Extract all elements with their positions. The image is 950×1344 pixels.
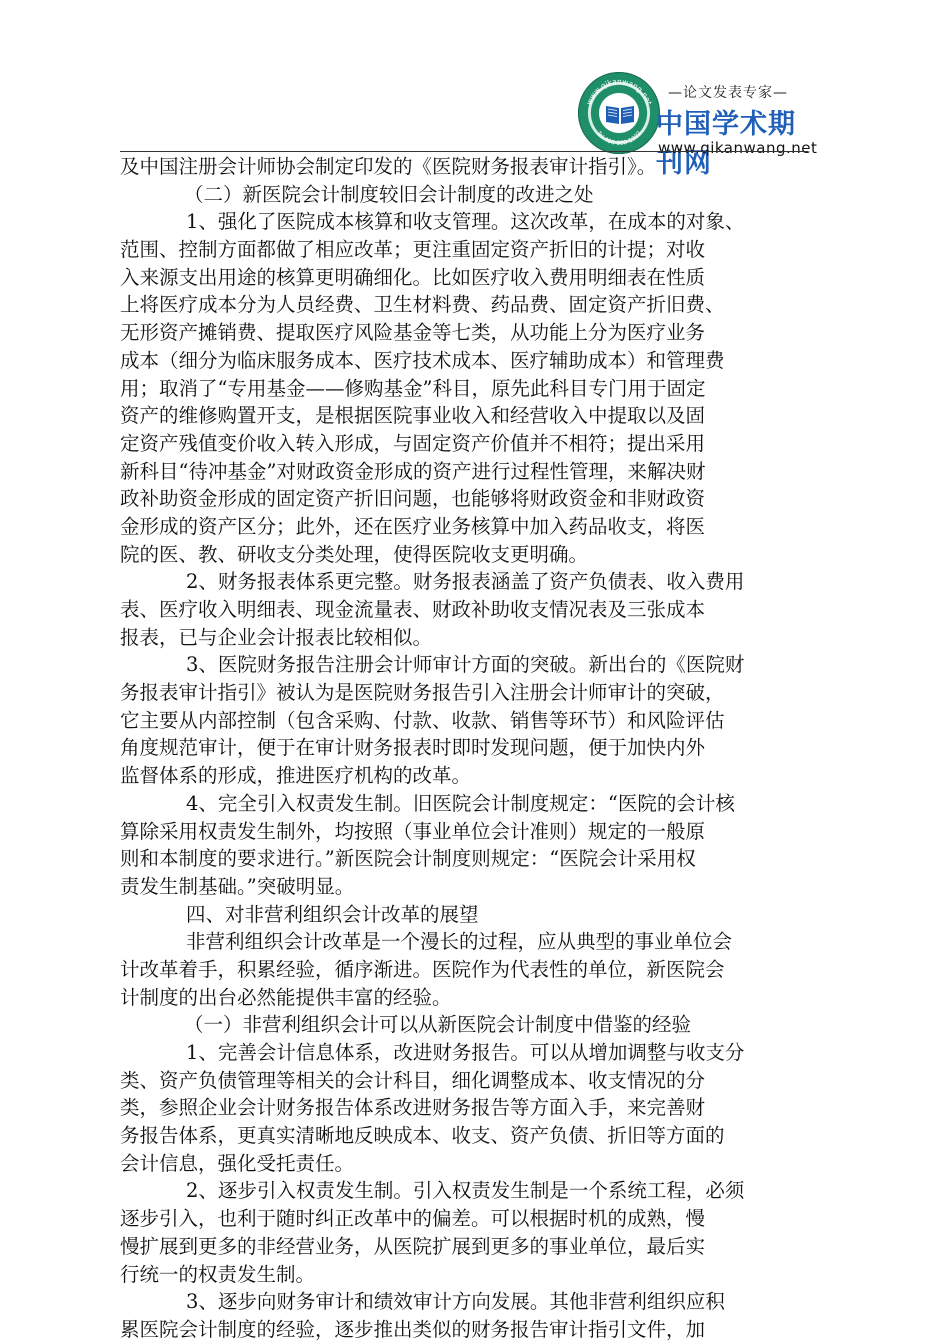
text-line: 1、完善会计信息体系，改进财务报告。可以从增加调整与收支分	[186, 1041, 745, 1064]
text-line: 4、完全引入权责发生制。旧医院会计制度规定：“医院的会计核	[186, 791, 735, 815]
text-line: 上将医疗成本分为人员经费、卫生材料费、药品费、固定资产折旧费、	[120, 293, 725, 317]
text-line: 逐步引入，也利于随时纠正改革中的偏差。可以根据时机的成熟，慢	[120, 1207, 706, 1231]
text-line: 3、医院财务报告注册会计师审计方面的突破。新出台的《医院财	[186, 653, 745, 677]
text-line: 则和本制度的要求进行。”新医院会计制度则规定：“医院会计采用权	[120, 847, 696, 871]
logo-brand-name: 中国学术期刊网	[656, 109, 796, 179]
text-line: 无形资产摊销费、提取医疗风险基金等七类，从功能上分为医疗业务	[120, 321, 706, 345]
text-line: 计制度的出台必然能提供丰富的经验。	[120, 985, 452, 1009]
text-line: 算除采用权责发生制外，均按照（事业单位会计准则）规定的一般原	[120, 819, 706, 843]
text-line: 资产的维修购置开支，是根据医院事业收入和经营收入中提取以及固	[120, 404, 706, 428]
logo-url[interactable]: www.qikanwang.net	[658, 139, 818, 157]
text-line: 责发生制基础。”突破明显。	[120, 874, 355, 898]
article-body	[120, 153, 810, 1344]
text-line: 院的医、教、研收支分类处理，使得医院收支更明确。	[120, 542, 589, 566]
text-line: 务报告体系，更真实清晰地反映成本、收支、资产负债、折旧等方面的	[120, 1124, 725, 1148]
text-line: 2、财务报表体系更完整。财务报表涵盖了资产负债表、收入费用	[186, 570, 745, 594]
seal-url-text: www.qikanwang.net	[584, 76, 654, 107]
text-line: 报表，已与企业会计报表比较相似。	[120, 625, 433, 649]
text-line: 2、逐步引入权责发生制。引入权责发生制是一个系统工程，必须	[186, 1179, 745, 1203]
text-line: 慢扩展到更多的非经营业务，从医院扩展到更多的事业单位，最后实	[120, 1234, 706, 1258]
text-line: 定资产残值变价收入转入形成，与固定资产价值并不相符；提出采用	[120, 431, 706, 455]
text-line: 1、强化了医院成本核算和收支管理。这次改革，在成本的对象、	[186, 210, 745, 234]
text-line: 范围、控制方面都做了相应改革；更注重固定资产折旧的计提；对收	[120, 238, 706, 262]
text-line: 会计信息，强化受托责任。	[120, 1151, 355, 1175]
text-line: 金形成的资产区分；此外，还在医疗业务核算中加入药品收支，将医	[120, 514, 706, 538]
text-line: 行统一的权责发生制。	[120, 1262, 316, 1286]
header-divider	[120, 151, 808, 152]
section-heading: （二）新医院会计制度较旧会计制度的改进之处	[184, 182, 594, 206]
text-line: 监督体系的形成，推进医疗机构的改革。	[120, 764, 472, 788]
text-line: 用；取消了“专用基金——修购基金”科目，原先此科目专门用于固定	[120, 376, 706, 400]
text-line: 类、资产负债管理等相关的会计科目，细化调整成本、收支情况的分	[120, 1068, 706, 1092]
section-heading: （一）非营利组织会计可以从新医院会计制度中借鉴的经验	[184, 1013, 692, 1037]
text-line: 表、医疗收入明细表、现金流量表、财政补助收支情况表及三张成本	[120, 598, 706, 621]
text-line: 累医院会计制度的经验，逐步推出类似的财务报告审计指引文件，加	[120, 1317, 706, 1341]
text-line: 类，参照企业会计财务报告体系改进财务报告等方面入手，来完善财	[120, 1096, 706, 1120]
logo-tagline: —论文发表专家—	[668, 85, 788, 101]
text-line: 务报表审计指引》被认为是医院财务报告引入注册会计师审计的突破，	[120, 681, 725, 705]
text-line: 3、逐步向财务审计和绩效审计方向发展。其他非营利组织应积	[186, 1290, 725, 1314]
text-line: 及中国注册会计师协会制定印发的《医院财务报表审计指引》。	[120, 155, 657, 178]
text-line: 成本（细分为临床服务成本、医疗技术成本、医疗辅助成本）和管理费	[120, 348, 725, 372]
site-logo[interactable]	[572, 62, 818, 179]
svg-text:Tel:400-800-1922	[594, 129, 643, 147]
section-heading: 四、对非营利组织会计改革的展望	[186, 902, 479, 926]
text-line: 计改革着手，积累经验，循序渐进。医院作为代表性的单位，新医院会	[120, 957, 725, 981]
text-line: 新科目“待冲基金”对财政资金形成的资产进行过程性管理，来解决财	[120, 459, 706, 483]
text-line: 角度规范审计，便于在审计财务报表时即时发现问题，便于加快内外	[120, 736, 706, 760]
text-line: 它主要从内部控制（包含采购、付款、收款、销售等环节）和风险评估	[120, 708, 725, 732]
open-book-icon	[604, 102, 636, 126]
seal-emblem	[578, 72, 660, 154]
seal-phone-text: Tel:400-800-1922	[594, 130, 644, 148]
text-line: 非营利组织会计改革是一个漫长的过程，应从典型的事业单位会	[186, 930, 733, 954]
text-line: 政补助资金形成的固定资产折旧问题，也能够将财政资金和非财政资	[120, 487, 706, 511]
text-line: 入来源支出用途的核算更明确细化。比如医疗收入费用明细表在性质	[120, 265, 706, 289]
